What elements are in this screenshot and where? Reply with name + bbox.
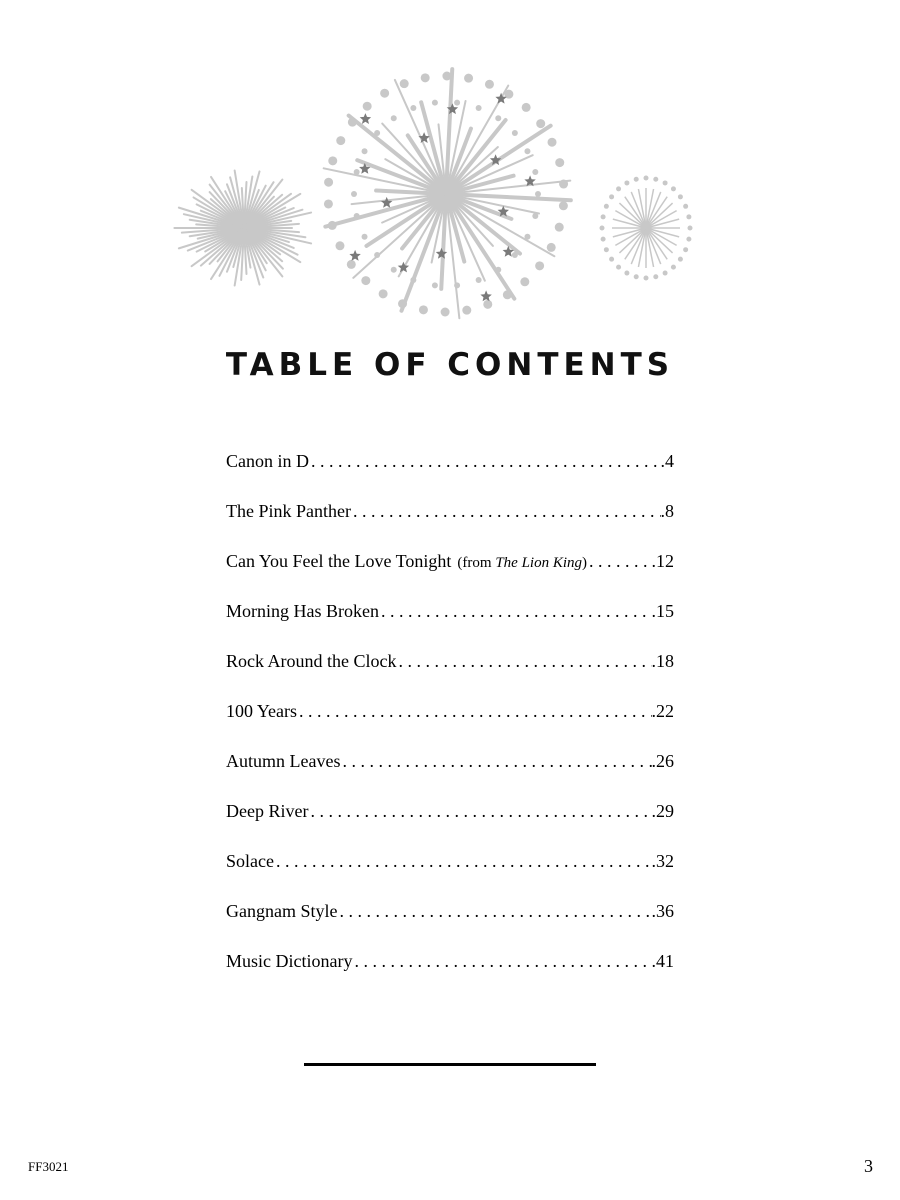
firework-dot [555, 158, 564, 167]
firework-dot [663, 180, 668, 185]
firework-dot [634, 177, 639, 182]
firework-dot [380, 89, 389, 98]
toc-entry-page: .12 [651, 551, 674, 571]
toc-entry[interactable] [226, 542, 674, 592]
firework-dot [604, 247, 609, 252]
toc-entry-page: .26 [651, 751, 674, 771]
firework-burst-large-icon [324, 69, 571, 318]
firework-dot [421, 73, 430, 82]
firework-dot [354, 169, 360, 175]
firework-star [381, 197, 392, 208]
firework-dot [400, 79, 409, 88]
firework-dot [678, 194, 683, 199]
firework-dot [634, 274, 639, 279]
firework-dot [512, 130, 518, 136]
firework-dot [324, 178, 333, 187]
firework-dot [559, 180, 568, 189]
toc-entry-page: .29 [651, 801, 674, 821]
product-code: FF3021 [28, 1159, 69, 1174]
toc-entry-title: Can You Feel the Love Tonight [226, 551, 452, 571]
firework-dot [464, 74, 473, 83]
firework-dot [495, 115, 501, 121]
firework-dot [362, 234, 368, 240]
toc-leader-dots [352, 942, 651, 980]
toc-entry-page: .22 [651, 701, 674, 721]
firework-dot [483, 300, 492, 309]
firework-dot [601, 214, 606, 219]
firework-dot [442, 72, 451, 81]
firework-dot [559, 201, 568, 210]
toc-entry[interactable] [226, 592, 674, 642]
firework-dot [347, 260, 356, 269]
toc-subtitle-prefix: (from [457, 555, 496, 571]
toc-entry-page: .18 [651, 651, 674, 671]
toc-entry-title: Music Dictionary [226, 951, 353, 971]
divider-rule [304, 1063, 596, 1066]
firework-dot [379, 289, 388, 298]
firework-dot [616, 186, 621, 191]
firework-dot [454, 282, 460, 288]
toc-entry-title: The Pink Panther [226, 501, 351, 521]
toc-entry[interactable] [226, 642, 674, 692]
toc-subtitle-italic: The Lion King [495, 555, 582, 571]
firework-dot [354, 213, 360, 219]
toc-entry-title: Gangnam Style [226, 901, 338, 921]
firework-dot [555, 223, 564, 232]
firework-dot [495, 267, 501, 273]
firework-star [480, 290, 491, 301]
toc-entry[interactable] [226, 942, 674, 992]
firework-dot [391, 115, 397, 121]
firework-dot [398, 299, 407, 308]
firework-dot [601, 237, 606, 242]
firework-dot [678, 257, 683, 262]
table-of-contents [226, 442, 674, 992]
toc-entry-title: Deep River [226, 801, 309, 821]
firework-dot [410, 277, 416, 283]
toc-entry-page: .4 [660, 451, 674, 471]
toc-leader-dots [351, 492, 661, 530]
toc-leader-dots [308, 792, 651, 830]
firework-dot [683, 204, 688, 209]
firework-dot [512, 252, 518, 258]
firework-dot [351, 191, 357, 197]
firework-dot [432, 282, 438, 288]
firework-dot [524, 148, 530, 154]
firework-dot [532, 213, 538, 219]
firework-dot [653, 274, 658, 279]
firework-dot [476, 105, 482, 111]
firework-burst-left-icon [174, 171, 311, 286]
page-title: TABLE OF CONTENTS [225, 347, 675, 383]
firework-dot [454, 100, 460, 106]
firework-dot [476, 277, 482, 283]
fireworks-illustration [0, 0, 900, 340]
toc-leader-dots [337, 892, 651, 930]
toc-entry[interactable] [226, 692, 674, 742]
firework-dot [419, 305, 428, 314]
firework-dot [671, 186, 676, 191]
firework-dot [547, 243, 556, 252]
firework-dot [363, 102, 372, 111]
firework-dot [328, 221, 337, 230]
firework-dot [336, 136, 345, 145]
firework-dot [686, 214, 691, 219]
firework-dot [532, 169, 538, 175]
toc-leader-dots [379, 592, 652, 630]
toc-entry-title: 100 Years [226, 701, 298, 721]
firework-dot [671, 265, 676, 270]
toc-leader-dots [340, 742, 651, 780]
toc-entry-page: .32 [651, 851, 674, 871]
toc-entry-page: .8 [660, 501, 674, 521]
firework-dot [462, 306, 471, 315]
firework-dot [688, 226, 693, 231]
toc-entry[interactable] [226, 792, 674, 842]
toc-entry-title: Solace [226, 851, 274, 871]
firework-dot [686, 237, 691, 242]
firework-dot [653, 177, 658, 182]
firework-dot [535, 261, 544, 270]
firework-dot [432, 100, 438, 106]
firework-dot [520, 277, 529, 286]
firework-dot [683, 247, 688, 252]
firework-dot [374, 130, 380, 136]
toc-entry-page: .36 [651, 901, 674, 921]
toc-entry-subtitle [457, 544, 587, 582]
page-number: 3 [864, 1156, 873, 1176]
toc-entry[interactable] [226, 742, 674, 792]
firework-star [360, 113, 371, 124]
firework-dot [609, 257, 614, 262]
firework-dot [410, 105, 416, 111]
firework-dot [535, 191, 541, 197]
firework-dot [600, 226, 605, 231]
toc-entry[interactable] [226, 842, 674, 892]
firework-burst-right-icon [600, 176, 693, 281]
firework-dot [503, 290, 512, 299]
firework-dot [663, 271, 668, 276]
firework-dot [362, 148, 368, 154]
firework-dot [441, 307, 450, 316]
toc-entry[interactable] [226, 442, 674, 492]
toc-entry-title: Morning Has Broken [226, 601, 379, 621]
toc-leader-dots [274, 842, 652, 880]
firework-dot [548, 138, 557, 147]
firework-dot [624, 271, 629, 276]
firework-dot [524, 234, 530, 240]
toc-leader-dots [297, 692, 651, 730]
firework-dot [485, 80, 494, 89]
firework-dot [374, 252, 380, 258]
firework-dot [348, 118, 357, 127]
firework-dot [616, 265, 621, 270]
toc-leader-dots [309, 442, 661, 480]
toc-entry[interactable] [226, 492, 674, 542]
toc-entry[interactable] [226, 892, 674, 942]
toc-entry-title: Canon in D [226, 451, 309, 471]
toc-entry-title: Autumn Leaves [226, 751, 341, 771]
firework-dot [391, 267, 397, 273]
toc-entry-page: .15 [651, 601, 674, 621]
firework-dot [361, 276, 370, 285]
firework-dot [522, 103, 531, 112]
firework-dot [609, 194, 614, 199]
firework-dot [335, 241, 344, 250]
toc-entry-title: Rock Around the Clock [226, 651, 397, 671]
firework-ray [349, 116, 446, 194]
toc-leader-dots [396, 642, 651, 680]
firework-dot [328, 156, 337, 165]
toc-subtitle-suffix: ) [582, 555, 587, 571]
firework-star [349, 250, 360, 261]
toc-leader-dots [587, 542, 652, 580]
firework-dot [536, 119, 545, 128]
firework-dot [604, 204, 609, 209]
firework-ray [446, 194, 520, 254]
firework-dot [624, 180, 629, 185]
toc-entry-page: .41 [651, 951, 674, 971]
firework-dot [644, 176, 649, 181]
firework-dot [644, 276, 649, 281]
firework-dot [324, 199, 333, 208]
